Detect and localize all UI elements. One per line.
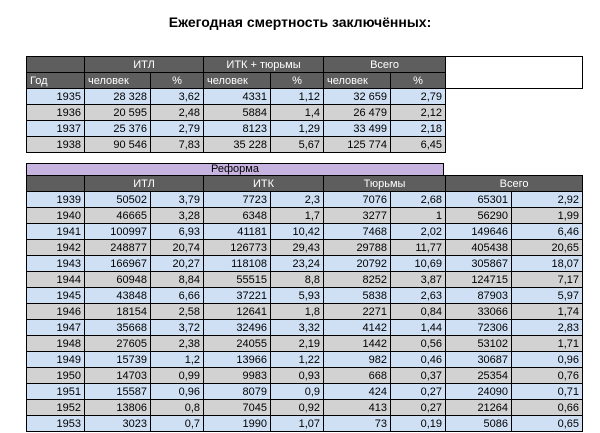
- sub-header-people: человек: [204, 73, 271, 89]
- header-blank-cell: [27, 176, 85, 192]
- value-cell: 2,19: [271, 336, 324, 352]
- value-cell: 18154: [85, 304, 151, 320]
- value-cell: 4331: [204, 89, 271, 105]
- top-right-blank: [446, 57, 583, 89]
- value-cell: 33066: [446, 304, 512, 320]
- sub-header-percent: %: [271, 73, 324, 89]
- value-cell: 1,44: [391, 320, 446, 336]
- value-cell: 1,99: [512, 208, 583, 224]
- value-cell: 305867: [446, 256, 512, 272]
- value-cell: 55515: [204, 272, 271, 288]
- value-cell: 2,48: [151, 105, 204, 121]
- value-cell: 28 328: [85, 89, 151, 105]
- value-cell: 4142: [324, 320, 391, 336]
- value-cell: 2,18: [391, 121, 446, 137]
- value-cell: 0,9: [271, 384, 324, 400]
- value-cell: 1,29: [271, 121, 324, 137]
- value-cell: 0,96: [151, 384, 204, 400]
- year-cell: 1945: [27, 288, 85, 304]
- value-cell: 2,83: [512, 320, 583, 336]
- value-cell: 2,3: [271, 192, 324, 208]
- value-cell: 0,71: [512, 384, 583, 400]
- value-cell: 13806: [85, 400, 151, 416]
- value-cell: 9983: [204, 368, 271, 384]
- value-cell: 5884: [204, 105, 271, 121]
- value-cell: 1,4: [271, 105, 324, 121]
- value-cell: 8123: [204, 121, 271, 137]
- value-cell: 35 228: [204, 137, 271, 153]
- value-cell: 90 546: [85, 137, 151, 153]
- year-cell: 1936: [27, 105, 85, 121]
- value-cell: 25354: [446, 368, 512, 384]
- value-cell: 8,84: [151, 272, 204, 288]
- value-cell: 2,58: [151, 304, 204, 320]
- value-cell: 2,79: [391, 89, 446, 105]
- value-cell: 1,07: [271, 416, 324, 432]
- value-cell: 23,24: [271, 256, 324, 272]
- value-cell: 20,65: [512, 240, 583, 256]
- value-cell: 11,77: [391, 240, 446, 256]
- value-cell: 166967: [85, 256, 151, 272]
- value-cell: 37221: [204, 288, 271, 304]
- value-cell: 413: [324, 400, 391, 416]
- value-cell: 6,93: [151, 224, 204, 240]
- value-cell: 0,92: [271, 400, 324, 416]
- value-cell: 5,97: [512, 288, 583, 304]
- value-cell: 0,27: [391, 384, 446, 400]
- value-cell: 668: [324, 368, 391, 384]
- table-row: [27, 352, 583, 368]
- value-cell: 8252: [324, 272, 391, 288]
- table-row: [27, 240, 583, 256]
- table-row: [27, 192, 583, 208]
- value-cell: 1,22: [271, 352, 324, 368]
- value-cell: 27605: [85, 336, 151, 352]
- value-cell: 2,02: [391, 224, 446, 240]
- header-blank-cell: [27, 57, 85, 73]
- year-cell: 1952: [27, 400, 85, 416]
- table-row: [27, 336, 583, 352]
- table-row: [27, 384, 583, 400]
- sub-header-percent: %: [391, 73, 446, 89]
- value-cell: 1: [391, 208, 446, 224]
- year-cell: 1946: [27, 304, 85, 320]
- group-header-itk: ИТК: [204, 176, 324, 192]
- value-cell: 15587: [85, 384, 151, 400]
- year-cell: 1938: [27, 137, 85, 153]
- value-cell: 0,65: [512, 416, 583, 432]
- value-cell: 0,46: [391, 352, 446, 368]
- value-cell: 7076: [324, 192, 391, 208]
- value-cell: 405438: [446, 240, 512, 256]
- value-cell: 7468: [324, 224, 391, 240]
- value-cell: 1,12: [271, 89, 324, 105]
- sub-header-people: человек: [324, 73, 391, 89]
- value-cell: 248877: [85, 240, 151, 256]
- table-row: [27, 304, 583, 320]
- value-cell: 43848: [85, 288, 151, 304]
- value-cell: 72306: [446, 320, 512, 336]
- value-cell: 0,66: [512, 400, 583, 416]
- value-cell: 14703: [85, 368, 151, 384]
- year-cell: 1948: [27, 336, 85, 352]
- sub-header-percent: %: [151, 73, 204, 89]
- value-cell: 2,12: [391, 105, 446, 121]
- table-row: [27, 416, 583, 432]
- group-header-prisons: Тюрьмы: [324, 176, 446, 192]
- year-cell: 1939: [27, 192, 85, 208]
- table-row: [27, 256, 583, 272]
- group-header-itk-prisons: ИТК + тюрьмы: [204, 57, 324, 73]
- year-cell: 1943: [27, 256, 85, 272]
- value-cell: 0,27: [391, 400, 446, 416]
- group-header-itl: ИТЛ: [85, 57, 204, 73]
- value-cell: 24090: [446, 384, 512, 400]
- value-cell: 3277: [324, 208, 391, 224]
- value-cell: 13966: [204, 352, 271, 368]
- value-cell: 0,37: [391, 368, 446, 384]
- value-cell: 33 499: [324, 121, 391, 137]
- group-header-total: Всего: [446, 176, 583, 192]
- value-cell: 118108: [204, 256, 271, 272]
- value-cell: 2,79: [151, 121, 204, 137]
- value-cell: 0,84: [391, 304, 446, 320]
- value-cell: 0,19: [391, 416, 446, 432]
- value-cell: 3023: [85, 416, 151, 432]
- value-cell: 125 774: [324, 137, 391, 153]
- bottom-mortality-table: [26, 175, 583, 432]
- value-cell: 1,71: [512, 336, 583, 352]
- value-cell: 24055: [204, 336, 271, 352]
- value-cell: 6,46: [512, 224, 583, 240]
- reform-divider-label: Реформа: [26, 163, 444, 176]
- value-cell: 2271: [324, 304, 391, 320]
- year-cell: 1944: [27, 272, 85, 288]
- value-cell: 0,76: [512, 368, 583, 384]
- value-cell: 20,27: [151, 256, 204, 272]
- value-cell: 124715: [446, 272, 512, 288]
- value-cell: 2,92: [512, 192, 583, 208]
- value-cell: 1442: [324, 336, 391, 352]
- value-cell: 982: [324, 352, 391, 368]
- value-cell: 73: [324, 416, 391, 432]
- value-cell: 56290: [446, 208, 512, 224]
- year-cell: 1940: [27, 208, 85, 224]
- value-cell: 0,56: [391, 336, 446, 352]
- value-cell: 8079: [204, 384, 271, 400]
- value-cell: 7,83: [151, 137, 204, 153]
- year-cell: 1951: [27, 384, 85, 400]
- value-cell: 20 595: [85, 105, 151, 121]
- table-row: [27, 272, 583, 288]
- year-cell: 1950: [27, 368, 85, 384]
- value-cell: 0,8: [151, 400, 204, 416]
- value-cell: 15739: [85, 352, 151, 368]
- year-cell: 1949: [27, 352, 85, 368]
- value-cell: 60948: [85, 272, 151, 288]
- value-cell: 3,79: [151, 192, 204, 208]
- value-cell: 29,43: [271, 240, 324, 256]
- value-cell: 20,74: [151, 240, 204, 256]
- value-cell: 32496: [204, 320, 271, 336]
- value-cell: 65301: [446, 192, 512, 208]
- table-row: [27, 137, 583, 153]
- group-header-itl: ИТЛ: [85, 176, 204, 192]
- year-cell: 1941: [27, 224, 85, 240]
- value-cell: 1,8: [271, 304, 324, 320]
- value-cell: 6,66: [151, 288, 204, 304]
- value-cell: 35668: [85, 320, 151, 336]
- value-cell: 53102: [446, 336, 512, 352]
- table-row: [27, 208, 583, 224]
- value-cell: 5,93: [271, 288, 324, 304]
- value-cell: 0,7: [151, 416, 204, 432]
- value-cell: 10,42: [271, 224, 324, 240]
- year-cell: 1937: [27, 121, 85, 137]
- value-cell: 3,28: [151, 208, 204, 224]
- sub-header-people: человек: [85, 73, 151, 89]
- year-cell: 1953: [27, 416, 85, 432]
- value-cell: 3,62: [151, 89, 204, 105]
- value-cell: 29788: [324, 240, 391, 256]
- group-header-total: Всего: [324, 57, 446, 73]
- year-cell: 1935: [27, 89, 85, 105]
- table-row: [27, 400, 583, 416]
- value-cell: 7045: [204, 400, 271, 416]
- value-cell: 5086: [446, 416, 512, 432]
- value-cell: 100997: [85, 224, 151, 240]
- value-cell: 3,32: [271, 320, 324, 336]
- value-cell: 6,45: [391, 137, 446, 153]
- value-cell: 2,63: [391, 288, 446, 304]
- value-cell: 3,72: [151, 320, 204, 336]
- value-cell: 1990: [204, 416, 271, 432]
- top-group-header-row: [27, 57, 583, 73]
- table-row: [27, 368, 583, 384]
- value-cell: 18,07: [512, 256, 583, 272]
- sub-header-year: Год: [27, 73, 85, 89]
- value-cell: 3,87: [391, 272, 446, 288]
- top-mortality-table: [26, 56, 583, 153]
- value-cell: 126773: [204, 240, 271, 256]
- value-cell: 10,69: [391, 256, 446, 272]
- year-cell: 1942: [27, 240, 85, 256]
- value-cell: 1,74: [512, 304, 583, 320]
- value-cell: 41181: [204, 224, 271, 240]
- table-row: [27, 105, 583, 121]
- value-cell: 7723: [204, 192, 271, 208]
- value-cell: 20792: [324, 256, 391, 272]
- value-cell: 0,99: [151, 368, 204, 384]
- value-cell: 6348: [204, 208, 271, 224]
- table-row: [27, 89, 583, 105]
- value-cell: 2,68: [391, 192, 446, 208]
- table-row: [27, 320, 583, 336]
- table-row: [27, 121, 583, 137]
- value-cell: 87903: [446, 288, 512, 304]
- table-row: [27, 224, 583, 240]
- value-cell: 32 659: [324, 89, 391, 105]
- value-cell: 1,2: [151, 352, 204, 368]
- year-cell: 1947: [27, 320, 85, 336]
- value-cell: 46665: [85, 208, 151, 224]
- value-cell: 1,7: [271, 208, 324, 224]
- value-cell: 0,93: [271, 368, 324, 384]
- value-cell: 50502: [85, 192, 151, 208]
- value-cell: 424: [324, 384, 391, 400]
- value-cell: 2,38: [151, 336, 204, 352]
- value-cell: 21264: [446, 400, 512, 416]
- value-cell: 7,17: [512, 272, 583, 288]
- value-cell: 149646: [446, 224, 512, 240]
- value-cell: 12641: [204, 304, 271, 320]
- value-cell: 5838: [324, 288, 391, 304]
- value-cell: 8,8: [271, 272, 324, 288]
- table-row: [27, 288, 583, 304]
- value-cell: 5,67: [271, 137, 324, 153]
- value-cell: 25 376: [85, 121, 151, 137]
- page-title: Ежегодная смертность заключённых:: [168, 14, 432, 30]
- value-cell: 30687: [446, 352, 512, 368]
- value-cell: 26 479: [324, 105, 391, 121]
- value-cell: 0,96: [512, 352, 583, 368]
- bottom-group-header-row: [27, 176, 583, 192]
